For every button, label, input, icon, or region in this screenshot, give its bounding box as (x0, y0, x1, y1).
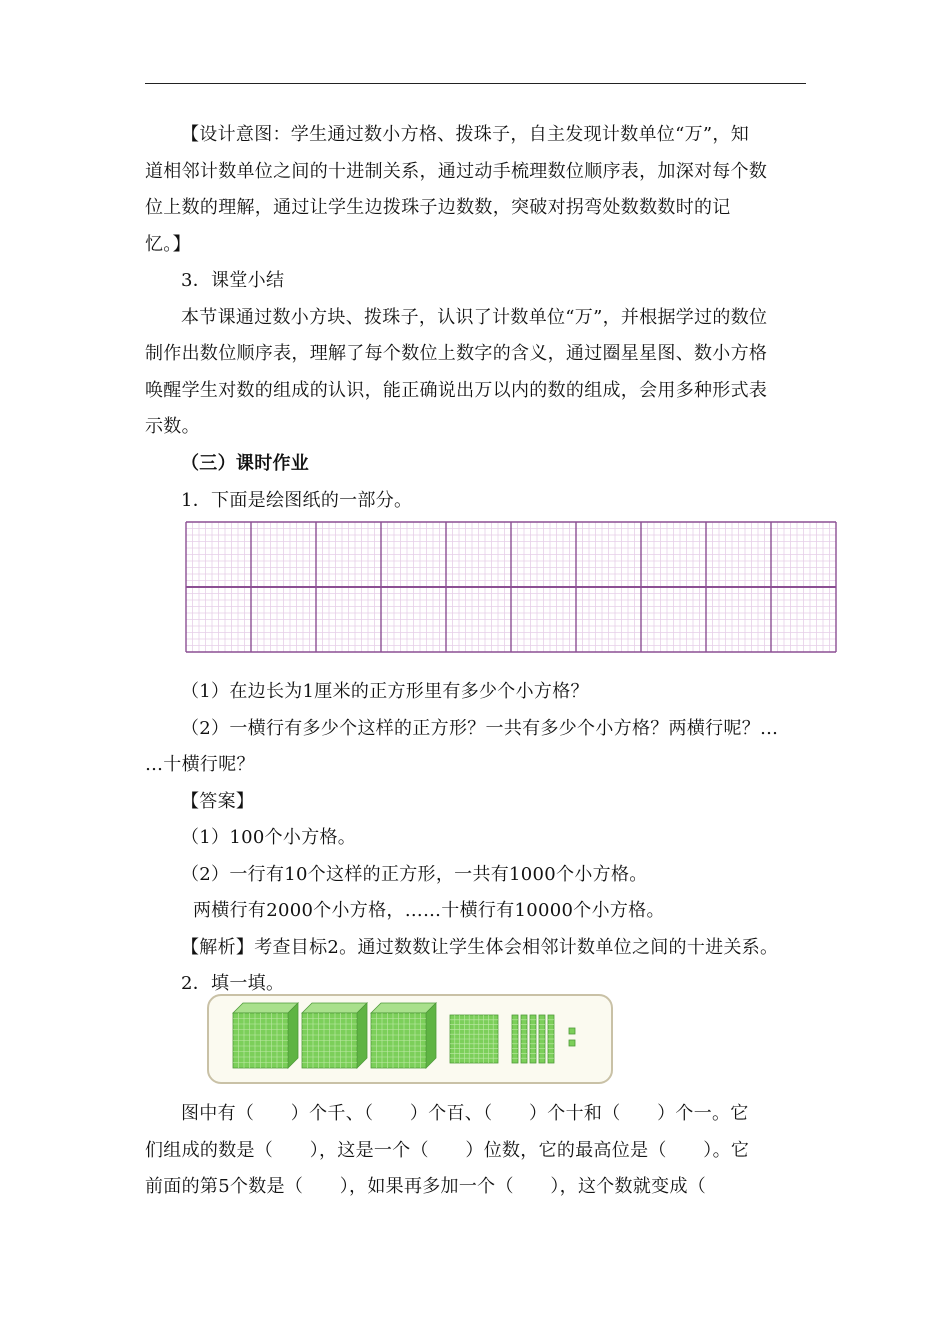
summary-line: 本节课通过数小方块、拨珠子，认识了计数单位“万”，并根据学过的数位 (181, 306, 768, 328)
homework (145, 446, 806, 519)
ten-rod (512, 1015, 518, 1063)
q1-sub2-cont: …十横行呢？ (145, 754, 255, 775)
base-ten-blocks (209, 996, 611, 1082)
q2-line: 前面的第5个数是（ ），如果再多加一个（ ），这个数就变成（ (145, 1176, 707, 1197)
base-ten-blocks-frame (207, 994, 613, 1084)
summary-line: 唤醒学生对数的组成的认识，能正确说出万以内的数的组成，会用多种形式表 (145, 379, 768, 401)
one-unit (569, 1028, 575, 1034)
summary-line: 示数。 (145, 416, 200, 437)
q2-title: 2．填一填。 (181, 973, 285, 994)
q1-sub1: （1）在边长为1厘米的正方形里有多少个小方格？ (181, 681, 589, 702)
q2-line: 们组成的数是（ ），这是一个（ ）位数，它的最高位是（ ）。它 (145, 1139, 750, 1161)
q1-title: 1．下面是绘图纸的一部分。 (181, 489, 413, 511)
answer-1: （1）100个小方格。 (181, 827, 357, 848)
summary-heading: 3．课堂小结 (181, 270, 285, 291)
thousand-cube (371, 1003, 436, 1068)
ten-rod (530, 1015, 536, 1063)
design-intent-line: 【设计意图：学生通过数小方格、拨珠子，自主发现计数单位“万”，知 (181, 124, 750, 145)
thousand-cube (302, 1003, 367, 1068)
q2-body (145, 1096, 806, 1206)
hundred-flat (450, 1015, 498, 1063)
answer-label: 【答案】 (181, 790, 255, 812)
q1-body (145, 674, 806, 1003)
q2-line: 图中有（ ）个千、（ ）个百、（ ）个十和（ ）个一。它 (181, 1103, 749, 1124)
answer-2: （2）一行有10个这样的正方形，一共有1000个小方格。 (181, 863, 648, 885)
ten-rod (521, 1015, 527, 1063)
one-unit (569, 1040, 575, 1046)
ten-rod (539, 1015, 545, 1063)
graph-paper (185, 521, 837, 653)
design-intent (145, 117, 806, 263)
answer-3: 两横行有2000个小方格，……十横行有10000个小方格。 (193, 900, 665, 921)
design-intent-line: 道相邻计数单位之间的十进制关系，通过动手梳理数位顺序表，加深对每个数 (145, 160, 768, 182)
summary-line: 制作出数位顺序表，理解了每个数位上数字的含义，通过圈星星图、数小方格 (145, 343, 768, 364)
design-intent-line: 忆。】 (145, 233, 191, 255)
homework-heading: （三）课时作业 (181, 453, 310, 474)
q1-sub2: （2）一横行有多少个这样的正方形？一共有多少个小方格？两横行呢？… (181, 717, 779, 739)
thousand-cube (233, 1003, 298, 1068)
design-intent-line: 位上数的理解，通过让学生边拨珠子边数数，突破对拐弯处数数数时的记 (145, 197, 731, 218)
analysis: 【解析】考查目标2。通过数数让学生体会相邻计数单位之间的十进关系。 (181, 936, 779, 958)
ten-rod (548, 1015, 554, 1063)
header-rule (145, 83, 806, 84)
summary (145, 263, 806, 446)
